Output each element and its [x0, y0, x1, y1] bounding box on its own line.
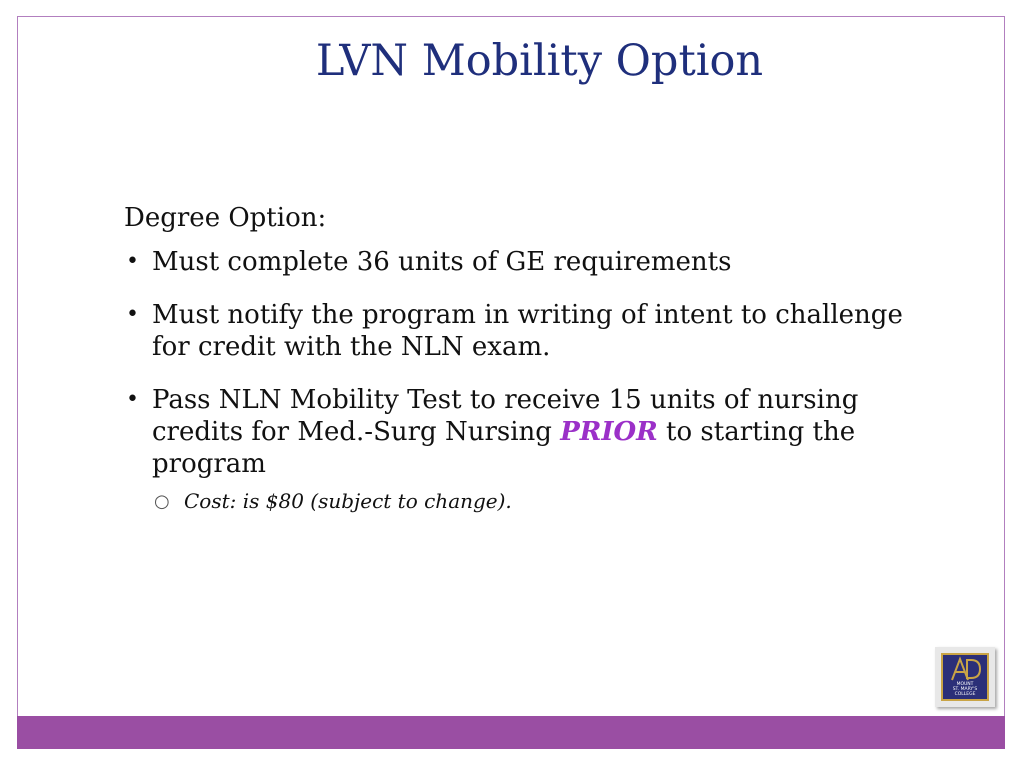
bullet-text-after: to starting the program: [152, 417, 856, 479]
bullet-dot-icon: •: [126, 249, 139, 274]
logo-emblem: [941, 653, 989, 701]
logo-text: MOUNT ST. MARY'S COLLEGE: [952, 682, 978, 697]
college-logo: [935, 647, 995, 707]
bullet-dot-icon: •: [126, 302, 139, 327]
footer-band: [17, 716, 1005, 749]
slide-title: LVN Mobility Option: [315, 36, 764, 86]
prior-emphasis: PRIOR: [560, 417, 658, 447]
bullet-dot-icon: •: [126, 387, 139, 412]
slide-content: [124, 198, 914, 515]
bullet-text: Must complete 36 units of GE requirements: [152, 247, 732, 277]
cost-text: Cost: is $80 (subject to change).: [184, 489, 512, 513]
bullet-item: [124, 384, 914, 480]
bullet-text-before: Pass NLN Mobility Test to receive 15 units of nursing credits for Med.-Surg Nursing: [152, 385, 859, 447]
bullet-item: [124, 299, 914, 363]
logo-monogram-icon: [943, 656, 987, 682]
degree-option-heading: Degree Option:: [124, 203, 327, 233]
sub-bullet-item: [124, 487, 914, 515]
hollow-circle-bullet-icon: ○: [154, 491, 170, 512]
bullet-text: Must notify the program in writing of intent to challenge for credit with the NLN exam.: [152, 300, 903, 362]
bullet-item: [124, 246, 914, 278]
